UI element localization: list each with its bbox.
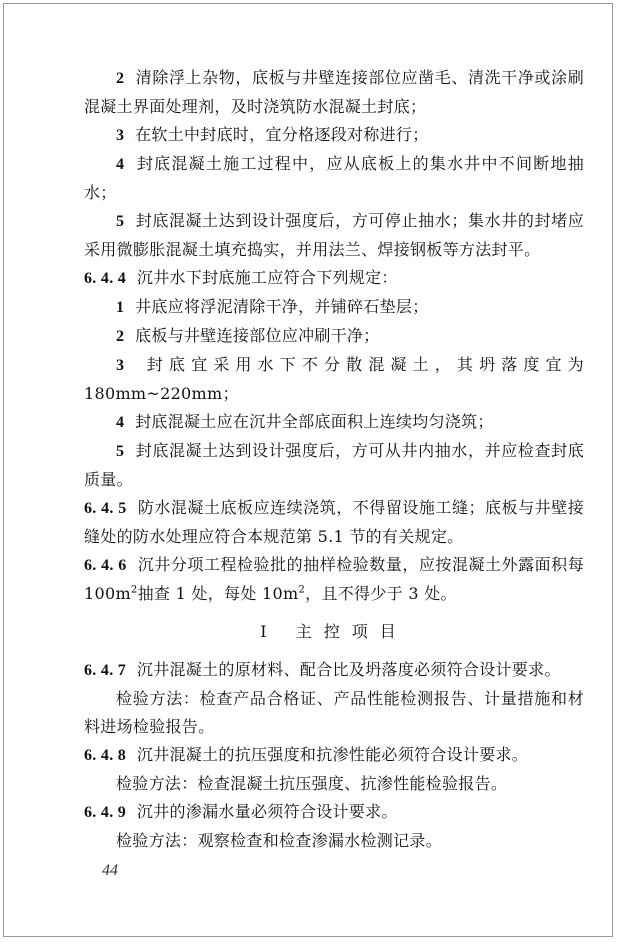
item-number: 3: [116, 357, 125, 374]
item-644-3: [84, 351, 584, 408]
page-content: [84, 64, 584, 855]
clause-text: 沉井混凝土的原材料、配合比及坍落度必须符合设计要求。: [136, 660, 561, 679]
item-641-4: [84, 150, 584, 207]
item-644-1: [84, 293, 584, 322]
clause-text: 沉井分项工程检验批的抽样检验数量，应按混凝土外露面积每 100m: [84, 555, 584, 603]
item-number: 2: [116, 70, 125, 87]
superscript: 2: [298, 584, 306, 596]
clause-6-4-6: [84, 551, 584, 608]
clause-number: 6. 4. 5: [84, 500, 127, 517]
section-title: Ⅰ 主控项目: [260, 622, 408, 641]
item-text: 底板与井壁连接部位应冲刷干净；: [135, 326, 380, 345]
clause-number: 6. 4. 9: [84, 804, 127, 821]
item-number: 1: [116, 299, 125, 316]
clause-number: 6. 4. 6: [84, 557, 127, 574]
clause-6-4-7: [84, 656, 584, 685]
clause-number: 6. 4. 7: [84, 662, 127, 679]
item-text: 封底混凝土施工过程中，应从底板上的集水井中不间断地抽水；: [84, 154, 584, 202]
clause-text: 沉井混凝土的抗压强度和抗渗性能必须符合设计要求。: [136, 745, 529, 764]
item-text: 在软土中封底时，宜分格逐段对称进行；: [135, 125, 429, 144]
page-number: 44: [102, 862, 118, 879]
item-text: 封底混凝土达到设计强度后，方可从井内抽水，并应检查封底质量。: [84, 441, 584, 489]
item-text: 封底混凝土达到设计强度后，方可停止抽水；集水井的封堵应采用微膨胀混凝土填充捣实，并用法兰、焊接钢板等方法封平。: [84, 211, 584, 259]
item-text: 井底应将浮泥清除干净，并铺碎石垫层；: [135, 297, 429, 316]
item-number: 4: [116, 156, 125, 173]
item-number: 3: [116, 127, 125, 144]
item-644-5: [84, 437, 584, 494]
clause-6-4-9: [84, 798, 584, 827]
item-text: 封底混凝土应在沉井全部底面积上连续均匀浇筑；: [135, 412, 494, 431]
item-number: 2: [116, 328, 125, 345]
clause-6-4-8: [84, 741, 584, 770]
item-644-2: [84, 322, 584, 351]
clause-text: 防水混凝土底板应连续浇筑，不得留设施工缝；底板与井壁接缝处的防水处理应符合本规范第 5.1 节的有关规定。: [84, 498, 584, 546]
clause-text: 抽查 1 处，每处 10m: [137, 584, 299, 603]
inspection-method: 检验方法：检查混凝土抗压强度、抗渗性能检验报告。: [116, 774, 508, 793]
clause-number: 6. 4. 4: [84, 270, 127, 287]
item-text: 封底宜采用水下不分散混凝土，其坍落度宜为 180mm~220mm；: [84, 355, 584, 403]
inspection-method: 检验方法：检查产品合格证、产品性能检测报告、计量措施和材料进场检验报告。: [84, 689, 584, 736]
clause-text: 沉井的渗漏水量必须符合设计要求。: [136, 802, 398, 821]
clause-text: ，且不得少于 3 处。: [305, 584, 457, 603]
superscript: 2: [130, 584, 138, 596]
item-641-2: [84, 64, 584, 121]
inspection-method: 检验方法：观察检查和检查渗漏水检测记录。: [116, 831, 443, 850]
item-text: 清除浮上杂物，底板与井壁连接部位应凿毛、清洗干净或涂刷混凝土界面处理剂，及时浇筑防水混凝土封底；: [84, 68, 584, 116]
item-641-5: [84, 207, 584, 264]
document-page: [3, 3, 613, 937]
item-644-4: [84, 408, 584, 437]
item-number: 5: [116, 213, 125, 230]
item-number: 5: [116, 443, 125, 460]
clause-text: 沉井水下封底施工应符合下列规定：: [136, 268, 398, 287]
item-number: 4: [116, 414, 125, 431]
clause-number: 6. 4. 8: [84, 747, 127, 764]
clause-6-4-4: [84, 264, 584, 293]
clause-6-4-5: [84, 494, 584, 551]
item-641-3: [84, 121, 584, 150]
